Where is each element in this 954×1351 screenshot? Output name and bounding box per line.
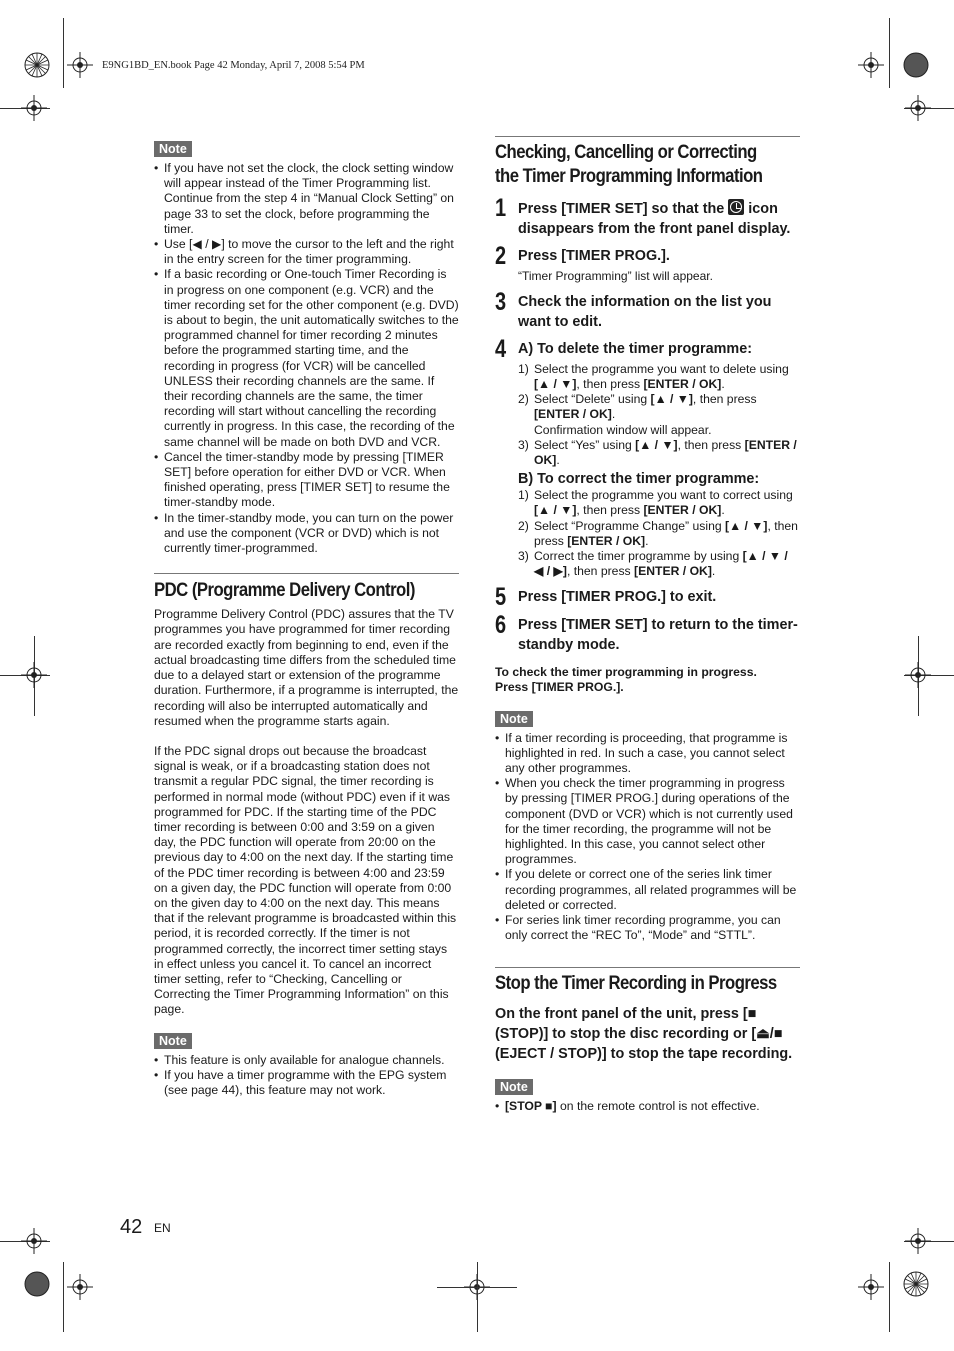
crosshair-icon: [858, 1274, 884, 1300]
check-progress-text: To check the timer programming in progress. Press [TIMER PROG.].: [495, 665, 757, 695]
note-label: Note: [495, 711, 533, 727]
registration-burst-icon: [24, 52, 50, 78]
crop-line: [477, 1262, 478, 1332]
crop-line: [63, 18, 64, 88]
crosshair-icon: [67, 1274, 93, 1300]
step-number: 1: [495, 194, 507, 222]
list-item: [154, 237, 459, 267]
list-item: • In the timer-standby mode, you can turn on the power and use the component (VCR or DVD) which is not currently timer-programmed.: [154, 511, 459, 557]
pdc-section-title: PDC (Programme Delivery Control): [154, 580, 415, 602]
crosshair-icon: [21, 95, 47, 121]
crosshair-icon: [858, 52, 884, 78]
step-number: 4: [495, 335, 507, 364]
right-column: [495, 136, 800, 1114]
timer-clock-icon: [728, 199, 744, 215]
step-1: [495, 194, 800, 239]
list-item: 1) Select the programme you want to delete using [▲ / ▼], then press [ENTER / OK].: [518, 361, 789, 391]
list-item: • If a timer recording is proceeding, that programme is highlighted in red. In such a case, you cannot select any other programmes.: [495, 731, 800, 777]
list-item: 3) Select “Yes” using [▲ / ▼], then press [ENTER / OK].: [518, 437, 797, 467]
section-divider: [495, 967, 800, 968]
section-divider: [495, 136, 800, 137]
step-4: [495, 335, 800, 364]
step-text: Press [TIMER PROG.] to exit.: [518, 589, 717, 606]
step-number: 2: [495, 242, 507, 271]
book-info: E9NG1BD_EN.book Page 42 Monday, April 7, 2008 5:54 PM: [102, 60, 365, 71]
list-item: • [STOP ■] on the remote control is not effective.: [495, 1099, 800, 1114]
crop-line: [889, 18, 890, 88]
registration-burst-icon: [903, 1271, 929, 1297]
correct-subhead: B) To correct the timer programme:: [518, 471, 760, 488]
list-item: 3) Correct the timer programme by using [▲ / ▼ / ◀ / ▶], then press [ENTER / OK].: [518, 549, 788, 579]
step-6: [495, 611, 800, 655]
list-item: • Cancel the timer-standby mode by pressing [TIMER SET] before operation for either DVD or VCR. When finished operating, press [TIMER SET] to resume the timer-standby mode.: [154, 450, 459, 511]
crosshair-icon: [905, 662, 931, 688]
list-item: 1) Select the programme you want to correct using [▲ / ▼], then press [ENTER / OK].: [518, 488, 793, 518]
stop-section-title: Stop the Timer Recording in Progress: [495, 973, 777, 995]
list-item: • If you have not set the clock, the clock setting window will appear instead of the Timer Programming list. Continue from the step 4 in “Manual Clock Setting” on page 33 to set the clock, before programming the timer.: [154, 161, 459, 237]
registration-dot-icon: [903, 52, 929, 78]
list-item: • When you check the timer programming in progress by pressing [TIMER PROG.] during operations of the component (DVD or VCR) which is not currently used for the timer recording, the programme will not be highlighted. In this case, you cannot select other programmes.: [495, 776, 800, 867]
list-item-text: Use [◀ / ▶] to move the cursor to the left and the right in the entry screen for the timer programming.: [164, 237, 454, 267]
left-column: [154, 140, 459, 1098]
title-line: the Timer Programming Information: [495, 166, 763, 187]
correct-substeps: [495, 488, 800, 579]
note-label: Note: [154, 1033, 192, 1049]
pdc-paragraph: If the PDC signal drops out because the broadcast signal is weak, or if a broadcasting station does not transmit a regular PDC signal, the timer recording is performed in normal mode (without PDC) even if it was programmed for PDC. If the starting time of the PDC timer recording is between 0:00 and 3:59 on a given day, the PDC function will operate from 20:00 on the previous day to 4:00 on the next day. If the starting time of the PDC timer recording is between 4:00 and 23:59 on a given day, the PDC function will operate from 0:00 on the given day to 4:00 on the next day. This means that if the relevant programme is broadcasted within this period, it is recorded correctly. If the timer is not programmed correctly, the incorrect timer setting stays in effect unless you cancel it. To cancel an incorrect timer setting, refer to “Checking, Cancelling or Correcting the Timer Programming Information” on this page.: [154, 743, 457, 1017]
list-item: • If a basic recording or One-touch Timer Recording is in progress on one component (e.g. VCR) and the timer recording set for the other component (e.g. DVD) is about to begin, the unit automatically switches to the programmed channel for timer recording 2 minutes before the programmed starting time, and the recording in progress (for VCR) will be cancelled UNLESS their recording channels are the same. If their recording channels are the same, the timer recording will start without cancelling the recording currently in progress. In this case, the recording of the same channel will be made on both DVD and VCR.: [154, 267, 459, 449]
step-text: Check the information on the list you want to edit.: [518, 293, 772, 330]
page-language: EN: [154, 1221, 171, 1235]
title-line: Checking, Cancelling or Correcting: [495, 142, 757, 163]
crosshair-icon: [67, 52, 93, 78]
step-2: [495, 242, 800, 284]
step-number: 6: [495, 611, 507, 639]
list-item: 2) Select “Programme Change” using [▲ / ▼], then press [ENTER / OK].: [518, 518, 798, 548]
note-label: Note: [154, 141, 192, 157]
crop-line: [889, 1262, 890, 1332]
step-text: Press [TIMER SET] so that the: [518, 201, 729, 217]
crop-line: [63, 1262, 64, 1332]
note-list: [495, 1099, 800, 1114]
list-item: 2) Select “Delete” using [▲ / ▼], then press [ENTER / OK]. Confirmation window will appear.: [518, 392, 757, 437]
delete-substeps: [495, 362, 800, 468]
step-text: A) To delete the timer programme:: [518, 341, 753, 358]
note-list: [495, 731, 800, 944]
crosshair-icon: [21, 1228, 47, 1254]
step-5: [495, 583, 800, 612]
registration-dot-icon: [24, 1271, 50, 1297]
list-item: • For series link timer recording programme, you can only correct the “REC To”, “Mode” and “STTL”.: [495, 913, 800, 943]
note-list: [154, 161, 459, 556]
note-label: Note: [495, 1079, 533, 1095]
list-item: • This feature is only available for analogue channels.: [154, 1053, 459, 1068]
page-number: 42: [120, 1216, 143, 1238]
section-divider: [154, 573, 459, 574]
note-list: [154, 1053, 459, 1099]
list-item: • If you delete or correct one of the series link timer recording programmes, all related programmes will be deleted or corrected.: [495, 867, 800, 913]
stop-instruction: On the front panel of the unit, press [■ (STOP)] to stop the disc recording or [⏏/■ (EJECT / STOP)] to stop the tape recording.: [495, 1006, 793, 1062]
pdc-paragraph: Programme Delivery Control (PDC) assures that the TV programmes you have programmed for timer recording are recorded exactly from beginning to end, even if the actual broadcasting time differs from the scheduled time due to a delayed start or extension of the programme duration. Furthermore, if a programme is interrupted, the recording will also be interrupted automatically and resumed when the programme starts again.: [154, 607, 459, 728]
step-text: Press [TIMER PROG.].: [518, 248, 670, 265]
step-text: Press [TIMER SET] to return to the timer-standby mode.: [518, 617, 798, 653]
step-3: [495, 287, 800, 332]
crosshair-icon: [905, 1228, 931, 1254]
crosshair-icon: [905, 95, 931, 121]
step-number: 5: [495, 583, 507, 612]
crosshair-icon: [21, 662, 47, 688]
step-number: 3: [495, 287, 507, 316]
step-text: icon disappears from the front panel display.: [518, 201, 791, 237]
check-section-title: [495, 141, 801, 189]
list-item: • If you have a timer programme with the EPG system (see page 44), this feature may not work.: [154, 1068, 459, 1098]
step-note: “Timer Programming” list will appear.: [518, 268, 713, 283]
